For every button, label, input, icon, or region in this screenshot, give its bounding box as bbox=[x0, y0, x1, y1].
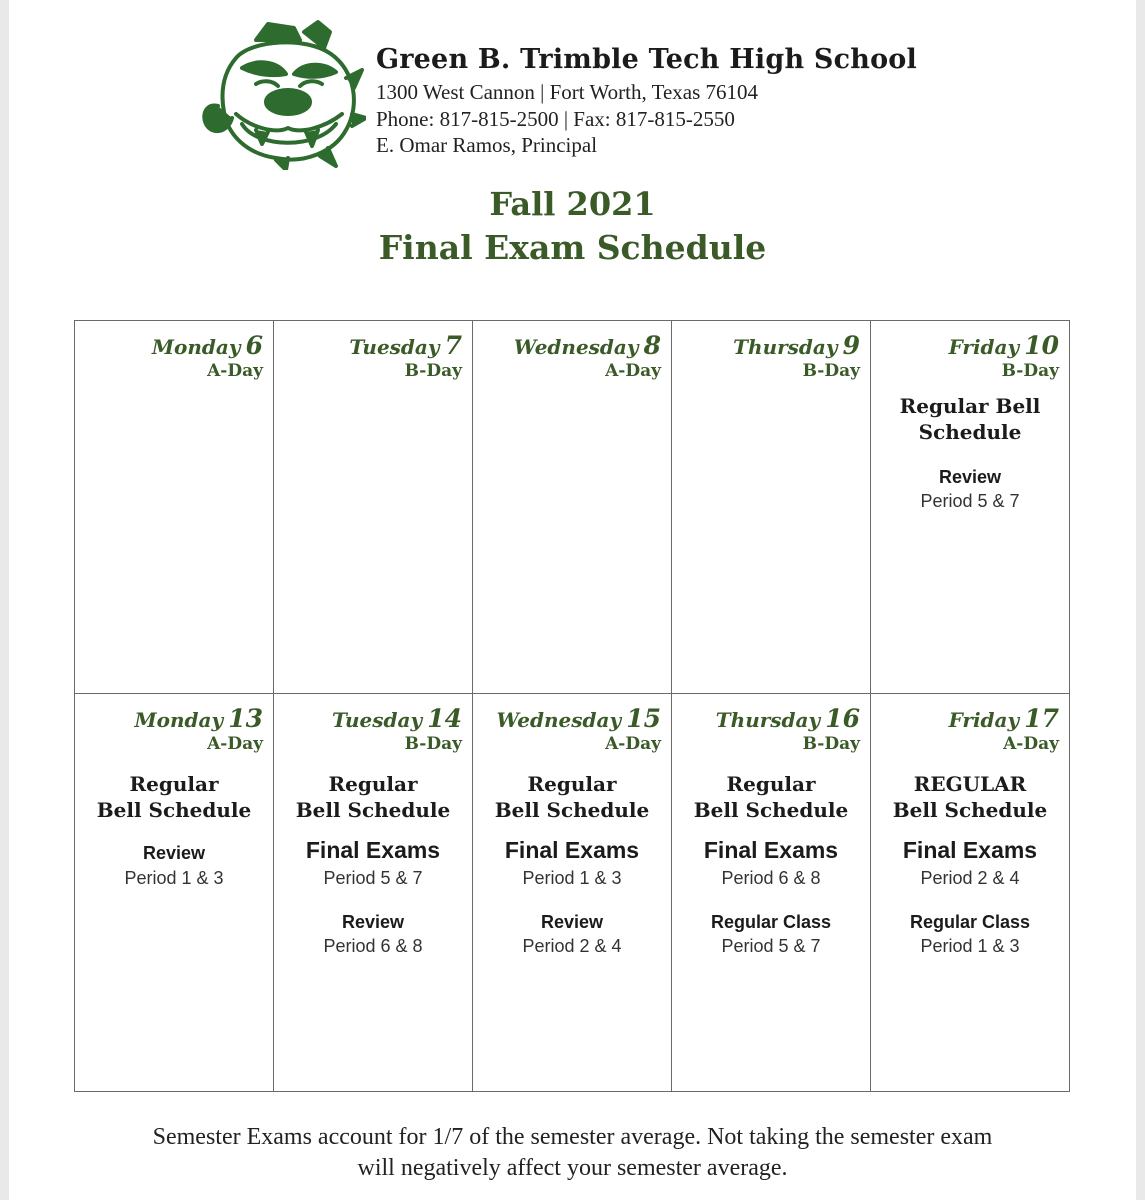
day-number: 17 bbox=[1024, 704, 1059, 733]
day-number: 9 bbox=[842, 331, 860, 360]
bell-schedule-line2: Bell Schedule bbox=[494, 798, 650, 822]
day-cell bbox=[75, 694, 274, 1092]
week-2-row bbox=[75, 694, 1070, 1092]
day-name: Monday bbox=[134, 708, 224, 732]
school-phone-fax: Phone: 817-815-2500 | Fax: 817-815-2550 bbox=[376, 106, 735, 131]
day-number: 7 bbox=[444, 331, 462, 360]
day-type: A-Day bbox=[207, 734, 263, 754]
day-name: Tuesday bbox=[349, 335, 440, 359]
page-title: Final Exam Schedule bbox=[378, 228, 767, 267]
activity-label: Final Exams bbox=[305, 837, 441, 863]
day-number: 14 bbox=[427, 704, 462, 733]
day-type: B-Day bbox=[404, 361, 462, 381]
day-name: Wednesday bbox=[496, 708, 622, 732]
day-type: B-Day bbox=[404, 734, 462, 754]
school-principal: E. Omar Ramos, Principal bbox=[376, 133, 598, 157]
activity-label: Review bbox=[938, 467, 1002, 487]
footer-line-2: will negatively affect your semester average. bbox=[357, 1155, 788, 1181]
footer-line-1: Semester Exams account for 1/7 of the semester average. Not taking the semester exam bbox=[152, 1124, 993, 1150]
day-number: 6 bbox=[245, 331, 263, 360]
bell-schedule-line1: Regular bbox=[129, 772, 219, 796]
day-type: A-Day bbox=[207, 361, 263, 381]
day-name: Tuesday bbox=[331, 708, 423, 732]
bell-schedule-line2: Bell Schedule bbox=[693, 798, 849, 822]
day-cell bbox=[871, 694, 1070, 1092]
day-name: Wednesday bbox=[513, 335, 639, 359]
day-cell bbox=[672, 694, 871, 1092]
period-text: Period 5 & 7 bbox=[323, 868, 423, 888]
week-1-row bbox=[75, 321, 1070, 694]
activity-label-2: Regular Class bbox=[710, 912, 832, 932]
period-text: Period 5 & 7 bbox=[920, 491, 1020, 511]
day-type: A-Day bbox=[1003, 734, 1059, 754]
school-name: Green B. Trimble Tech High School bbox=[376, 44, 917, 75]
day-number: 16 bbox=[825, 704, 860, 733]
period-text: Period 1 & 3 bbox=[522, 868, 622, 888]
activity-label: Final Exams bbox=[902, 837, 1038, 863]
day-cell bbox=[473, 321, 672, 694]
day-type: B-Day bbox=[802, 734, 860, 754]
day-number: 8 bbox=[643, 331, 661, 360]
day-name: Friday bbox=[948, 708, 1020, 732]
activity-label: Final Exams bbox=[504, 837, 640, 863]
activity-label: Final Exams bbox=[703, 837, 839, 863]
day-cell bbox=[672, 321, 871, 694]
school-address: 1300 West Cannon | Fort Worth, Texas 76104 bbox=[376, 80, 759, 104]
bell-schedule-line2: Bell Schedule bbox=[96, 798, 252, 822]
day-name: Friday bbox=[948, 335, 1020, 359]
day-number: 10 bbox=[1024, 331, 1059, 360]
period-text-2: Period 6 & 8 bbox=[323, 936, 423, 956]
day-cell bbox=[274, 321, 473, 694]
school-header bbox=[376, 44, 917, 159]
day-name: Thursday bbox=[733, 335, 838, 359]
day-cell bbox=[274, 694, 473, 1092]
term-title: Fall 2021 bbox=[489, 185, 656, 223]
activity-label-2: Regular Class bbox=[909, 912, 1031, 932]
day-name: Monday bbox=[151, 335, 241, 359]
activity-label: Review bbox=[142, 843, 206, 863]
day-cell bbox=[473, 694, 672, 1092]
day-cell bbox=[75, 321, 274, 694]
day-type: A-Day bbox=[605, 361, 661, 381]
bell-schedule: Regular Bell Schedule bbox=[899, 394, 1041, 444]
exam-calendar bbox=[74, 320, 1070, 1092]
bell-schedule-line1: Regular bbox=[328, 772, 418, 796]
bell-schedule-line1: REGULAR bbox=[913, 772, 1027, 796]
day-type: B-Day bbox=[802, 361, 860, 381]
bell-schedule-line2: Bell Schedule bbox=[892, 798, 1048, 822]
day-name: Thursday bbox=[715, 708, 821, 732]
day-number: 13 bbox=[228, 704, 263, 733]
period-text: Period 6 & 8 bbox=[721, 868, 821, 888]
activity-label-2: Review bbox=[341, 912, 405, 932]
period-text: Period 2 & 4 bbox=[920, 868, 1020, 888]
period-text-2: Period 2 & 4 bbox=[522, 936, 622, 956]
bell-schedule-line1: Regular bbox=[527, 772, 617, 796]
day-cell bbox=[871, 321, 1070, 694]
activity-label-2: Review bbox=[540, 912, 604, 932]
bulldog-mascot-icon bbox=[196, 18, 366, 170]
period-text: Period 1 & 3 bbox=[124, 868, 224, 888]
footer-note bbox=[0, 1122, 1145, 1184]
day-number: 15 bbox=[626, 704, 661, 733]
bell-schedule-line2: Bell Schedule bbox=[295, 798, 451, 822]
period-text-2: Period 5 & 7 bbox=[721, 936, 821, 956]
period-text-2: Period 1 & 3 bbox=[920, 936, 1020, 956]
day-type: A-Day bbox=[605, 734, 661, 754]
bell-schedule-line1: Regular bbox=[726, 772, 816, 796]
day-type: B-Day bbox=[1001, 361, 1059, 381]
